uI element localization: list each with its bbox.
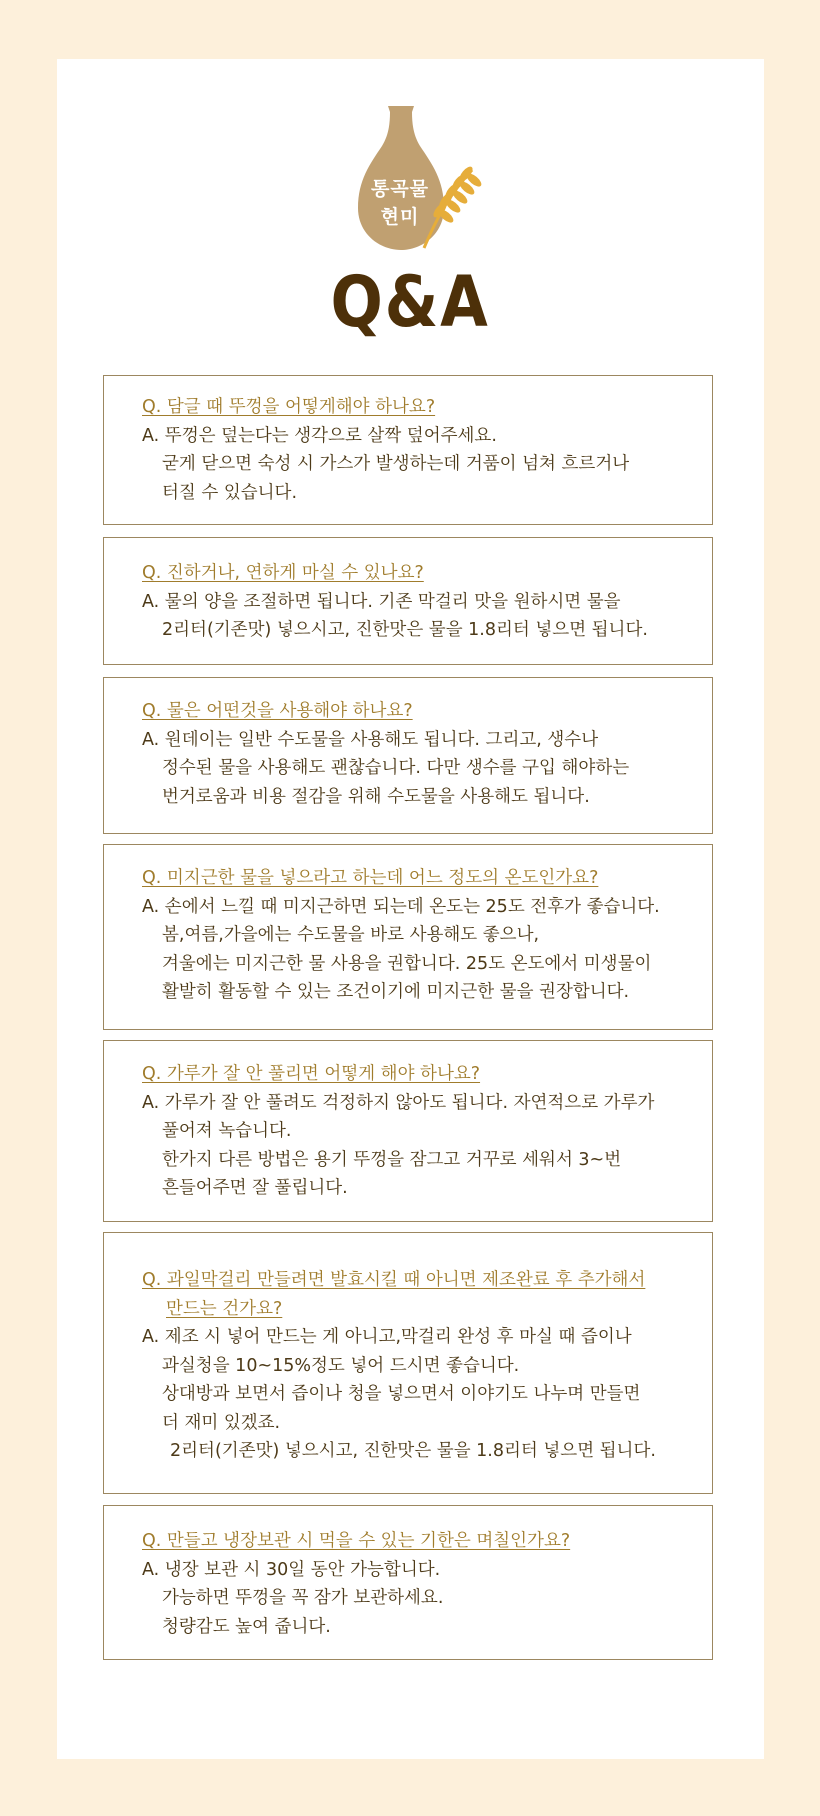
faq-answer-line: 2리터(기존맛) 넣으시고, 진한맛은 물을 1.8리터 넣으면 됩니다.: [162, 620, 648, 640]
faq-item: [103, 844, 713, 1030]
faq-answer: A. 원데이는 일반 수도물을 사용해도 됩니다. 그리고, 생수나: [142, 729, 599, 750]
faq-answer: A. 물의 양을 조절하면 됩니다. 기존 막걸리 맛을 원하시면 물을: [142, 591, 621, 612]
brand-logo: [340, 100, 490, 260]
faq-answer-line: 활발히 활동할 수 있는 조건이기에 미지근한 물을 권장합니다.: [162, 982, 630, 1002]
faq-question: Q. 담글 때 뚜껑을 어떻게해야 하나요?: [142, 397, 436, 417]
faq-item: [103, 537, 713, 665]
faq-answer-line: 번거로움과 비용 절감을 위해 수도물을 사용해도 됩니다.: [162, 786, 590, 807]
logo-text-line2: 현미: [380, 206, 420, 228]
page-title: Q&A: [330, 261, 490, 343]
faq-answer-line: 더 재미 있겠죠.: [162, 1412, 281, 1433]
faq-question: Q. 진하거나, 연하게 마실 수 있나요?: [142, 563, 424, 583]
faq-answer: A. 손에서 느낄 때 미지근하면 되는데 온도는 25도 전후가 좋습니다.: [142, 896, 660, 917]
faq-answer: A. 뚜껑은 덮는다는 생각으로 살짝 덮어주세요.: [142, 425, 497, 446]
faq-answer-line: 겨울에는 미지근한 물 사용을 권합니다. 25도 온도에서 미생물이: [162, 953, 652, 974]
faq-answer-line: 흔들어주면 잘 풀립니다.: [162, 1178, 348, 1198]
faq-item: [103, 1040, 713, 1222]
faq-answer-line: 정수된 물을 사용해도 괜찮습니다. 다만 생수를 구입 해야하는: [162, 758, 630, 778]
faq-answer-line: 2리터(기존맛) 넣으시고, 진한맛은 물을 1.8리터 넣으면 됩니다.: [170, 1441, 656, 1461]
faq-answer-line: 가능하면 뚜껑을 꼭 잠가 보관하세요.: [162, 1588, 444, 1608]
faq-answer-line: 한가지 다른 방법은 용기 뚜껑을 잠그고 거꾸로 세워서 3~번: [162, 1149, 622, 1170]
faq-answer-line: 봄,여름,가을에는 수도물을 바로 사용해도 좋으나,: [162, 925, 540, 945]
faq-answer-line: 터질 수 있습니다.: [162, 482, 298, 503]
faq-question: Q. 미지근한 물을 넣으라고 하는데 어느 정도의 온도인가요?: [142, 868, 599, 888]
faq-answer: A. 제조 시 넣어 만드는 게 아니고,막걸리 완성 후 마실 때 즙이나: [142, 1327, 632, 1347]
faq-question: Q. 만들고 냉장보관 시 먹을 수 있는 기한은 며칠인가요?: [142, 1531, 571, 1551]
faq-answer-line: 과실청을 10~15%정도 넣어 드시면 좋습니다.: [162, 1355, 520, 1376]
faq-question: Q. 가루가 잘 안 풀리면 어떻게 해야 하나요?: [142, 1064, 481, 1084]
faq-item: [103, 1505, 713, 1660]
faq-answer: A. 가루가 잘 안 풀려도 걱정하지 않아도 됩니다. 자연적으로 가루가: [142, 1092, 655, 1113]
faq-question-line: 만드는 건가요?: [166, 1298, 283, 1319]
faq-item: [103, 677, 713, 834]
faq-answer: A. 냉장 보관 시 30일 동안 가능합니다.: [142, 1559, 441, 1580]
faq-item: [103, 1232, 713, 1494]
faq-item: [103, 375, 713, 525]
faq-answer-line: 풀어져 녹습니다.: [162, 1121, 292, 1141]
faq-question: Q. 물은 어떤것을 사용해야 하나요?: [142, 701, 413, 721]
faq-answer-line: 굳게 닫으면 숙성 시 가스가 발생하는데 거품이 넘쳐 흐르거나: [162, 454, 630, 474]
faq-answer-line: 상대방과 보면서 즙이나 청을 넣으면서 이야기도 나누며 만들면: [162, 1384, 641, 1404]
faq-answer-line: 청량감도 높여 줍니다.: [162, 1616, 331, 1637]
faq-question: Q. 과일막걸리 만들려면 발효시킬 때 아니면 제조완료 후 추가해서: [142, 1270, 646, 1290]
logo-text-line1: 통곡물: [370, 178, 430, 200]
